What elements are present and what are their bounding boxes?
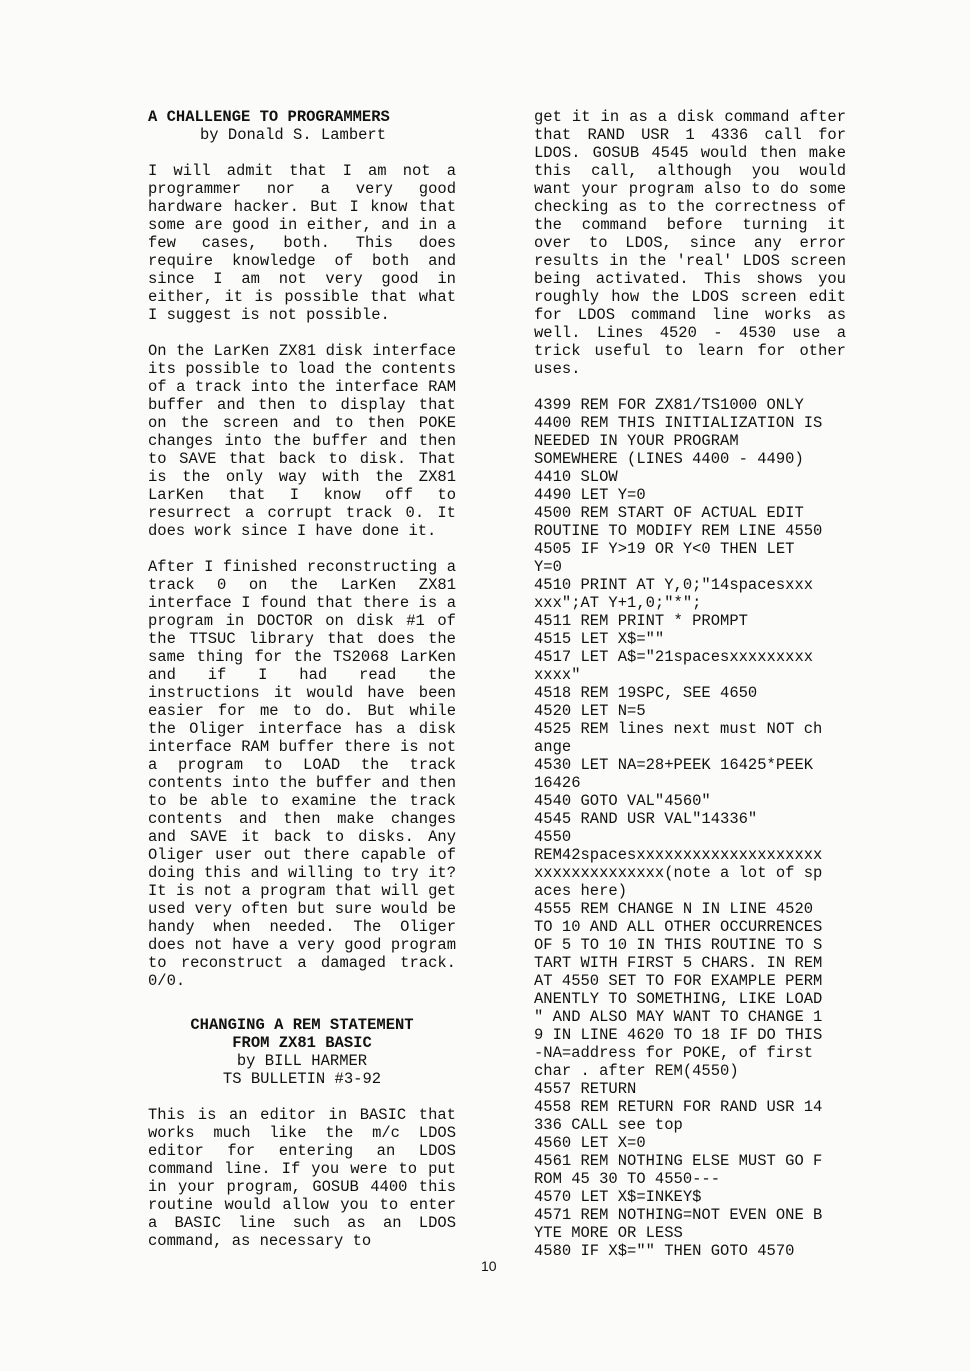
listing-line: 4580 IF X$="" THEN GOTO 4570 xyxy=(534,1242,795,1260)
listing-line: 4540 GOTO VAL"4560" xyxy=(534,792,711,810)
listing-line: OF 5 TO 10 IN THIS ROUTINE TO S xyxy=(534,936,823,954)
listing-line: NEEDED IN YOUR PROGRAM xyxy=(534,432,739,450)
listing-line: 9 IN LINE 4620 TO 18 IF DO THIS xyxy=(534,1026,823,1044)
listing-line: 4557 RETURN xyxy=(534,1080,637,1098)
listing-line: 4505 IF Y>19 OR Y<0 THEN LET xyxy=(534,540,795,558)
paragraph: After I finished reconstructing a track 0 on the LarKen ZX81 interface I found that there is a program in DOCTOR on disk #1 of the TTSUC library that does the same thing for the TS2068 LarKen and if I had read the instructions it would have been easier for me to do. But while the Oliger interface has a disk interface RAM buffer there is not a program to LOAD the track contents into the buffer and then to be able to examine the track contents and then make changes and SAVE it back to disks. Any Oliger user out there capable of doing this and willing to try it? It is not a program that will get used very often but sure would be handy when needed. The Oliger does not have a very good program to reconstruct a damaged track. 0/0. xyxy=(148,558,456,990)
listing-line: xxx";AT Y+1,0;"*"; xyxy=(534,594,702,612)
listing-line: 4570 LET X$=INKEY$ xyxy=(534,1188,702,1206)
left-column xyxy=(148,108,456,1268)
listing-line: 4550 xyxy=(534,828,572,846)
listing-line: 4530 LET NA=28+PEEK 16425*PEEK xyxy=(534,756,814,774)
listing-line: AT 4550 SET TO FOR EXAMPLE PERM xyxy=(534,972,823,990)
paragraph: This is an editor in BASIC that works much like the m/c LDOS editor for entering an LDOS command line. If you were to put in your program, GOSUB 4400 this routine would allow you to enter a BASIC line such as an LDOS command, as necessary to xyxy=(148,1106,456,1250)
listing-line: 4561 REM NOTHING ELSE MUST GO F xyxy=(534,1152,823,1170)
listing-line: 4399 REM FOR ZX81/TS1000 ONLY xyxy=(534,396,804,414)
listing-line: 4555 REM CHANGE N IN LINE 4520 xyxy=(534,900,814,918)
listing-line: ANENTLY TO SOMETHING, LIKE LOAD xyxy=(534,990,823,1008)
listing-line: 4560 LET X=0 xyxy=(534,1134,646,1152)
listing-line: 4525 REM lines next must NOT ch xyxy=(534,720,823,738)
article-title: FROM ZX81 BASIC xyxy=(232,1034,372,1052)
listing-line: 4545 RAND USR VAL"14336" xyxy=(534,810,758,828)
article-title: CHANGING A REM STATEMENT xyxy=(190,1016,414,1034)
listing-line: aces here) xyxy=(534,882,628,900)
article-source: TS BULLETIN #3-92 xyxy=(222,1070,382,1088)
listing-line: 4400 REM THIS INITIALIZATION IS xyxy=(534,414,823,432)
listing-line: Y=0 xyxy=(534,558,562,576)
right-column xyxy=(534,108,846,1260)
listing-line: 4490 LET Y=0 xyxy=(534,486,646,504)
listing-line: YTE MORE OR LESS xyxy=(534,1224,683,1242)
article-title: A CHALLENGE TO PROGRAMMERS xyxy=(148,108,390,126)
listing-line: char . after REM(4550) xyxy=(534,1062,739,1080)
listing-line: 4571 REM NOTHING=NOT EVEN ONE B xyxy=(534,1206,823,1224)
listing-line: xxxxxxxxxxxxxx(note a lot of sp xyxy=(534,864,823,882)
listing-line: TART WITH FIRST 5 CHARS. IN REM xyxy=(534,954,823,972)
article-byline: by BILL HARMER xyxy=(236,1052,368,1070)
listing-line: 4518 REM 19SPC, SEE 4650 xyxy=(534,684,758,702)
page-number: 10 xyxy=(481,1258,497,1274)
listing-line: 4410 SLOW xyxy=(534,468,618,486)
listing-line: ROM 45 30 TO 4550--- xyxy=(534,1170,721,1188)
listing-line: ange xyxy=(534,738,572,756)
listing-line: 4520 LET N=5 xyxy=(534,702,646,720)
listing-line: 4558 REM RETURN FOR RAND USR 14 xyxy=(534,1098,823,1116)
listing-line: 4511 REM PRINT * PROMPT xyxy=(534,612,748,630)
listing-line: ROUTINE TO MODIFY REM LINE 4550 xyxy=(534,522,823,540)
article-byline: by Donald S. Lambert xyxy=(200,126,387,144)
listing-line: " AND ALSO MAY WANT TO CHANGE 1 xyxy=(534,1008,823,1026)
listing-line: 336 CALL see top xyxy=(534,1116,683,1134)
paragraph: I will admit that I am not a programmer nor a very good hardware hacker. But I know that some are good in either, and in a few cases, both. This does require knowledge of both and since I am not very good in either, it is possible that what I suggest is not possible. xyxy=(148,162,456,324)
listing-line: -NA=address for POKE, of first xyxy=(534,1044,814,1062)
listing-line: 4517 LET A$="21spacesxxxxxxxxx xyxy=(534,648,814,666)
listing-line: REM42spacesxxxxxxxxxxxxxxxxxxxx xyxy=(534,846,823,864)
listing-line: xxxx" xyxy=(534,666,581,684)
listing-line: 4500 REM START OF ACTUAL EDIT xyxy=(534,504,804,522)
listing-line: 4515 LET X$="" xyxy=(534,630,665,648)
basic-listing xyxy=(534,396,846,1260)
listing-line: SOMEWHERE (LINES 4400 - 4490) xyxy=(534,450,804,468)
paragraph: On the LarKen ZX81 disk interface its possible to load the contents of a track into the interface RAM buffer and then to display that on the screen and to then POKE changes into the buffer and then to SAVE that back to disk. That is the only way with the ZX81 LarKen that I know off to resurrect a corrupt track 0. It does work since I have done it. xyxy=(148,342,456,540)
listing-line: 4510 PRINT AT Y,0;"14spacesxxx xyxy=(534,576,814,594)
listing-line: TO 10 AND ALL OTHER OCCURRENCES xyxy=(534,918,823,936)
listing-line: 16426 xyxy=(534,774,581,792)
paragraph: get it in as a disk command after that RAND USR 1 4336 call for LDOS. GOSUB 4545 would then make this call, although you would want your program also to do some checking as to the correctness of the command before turning it over to LDOS, since any error results in the 'real' LDOS screen being activated. This shows you roughly how the LDOS screen edit for LDOS command line works as well. Lines 4520 - 4530 use a trick useful to learn for other uses. xyxy=(534,108,846,378)
